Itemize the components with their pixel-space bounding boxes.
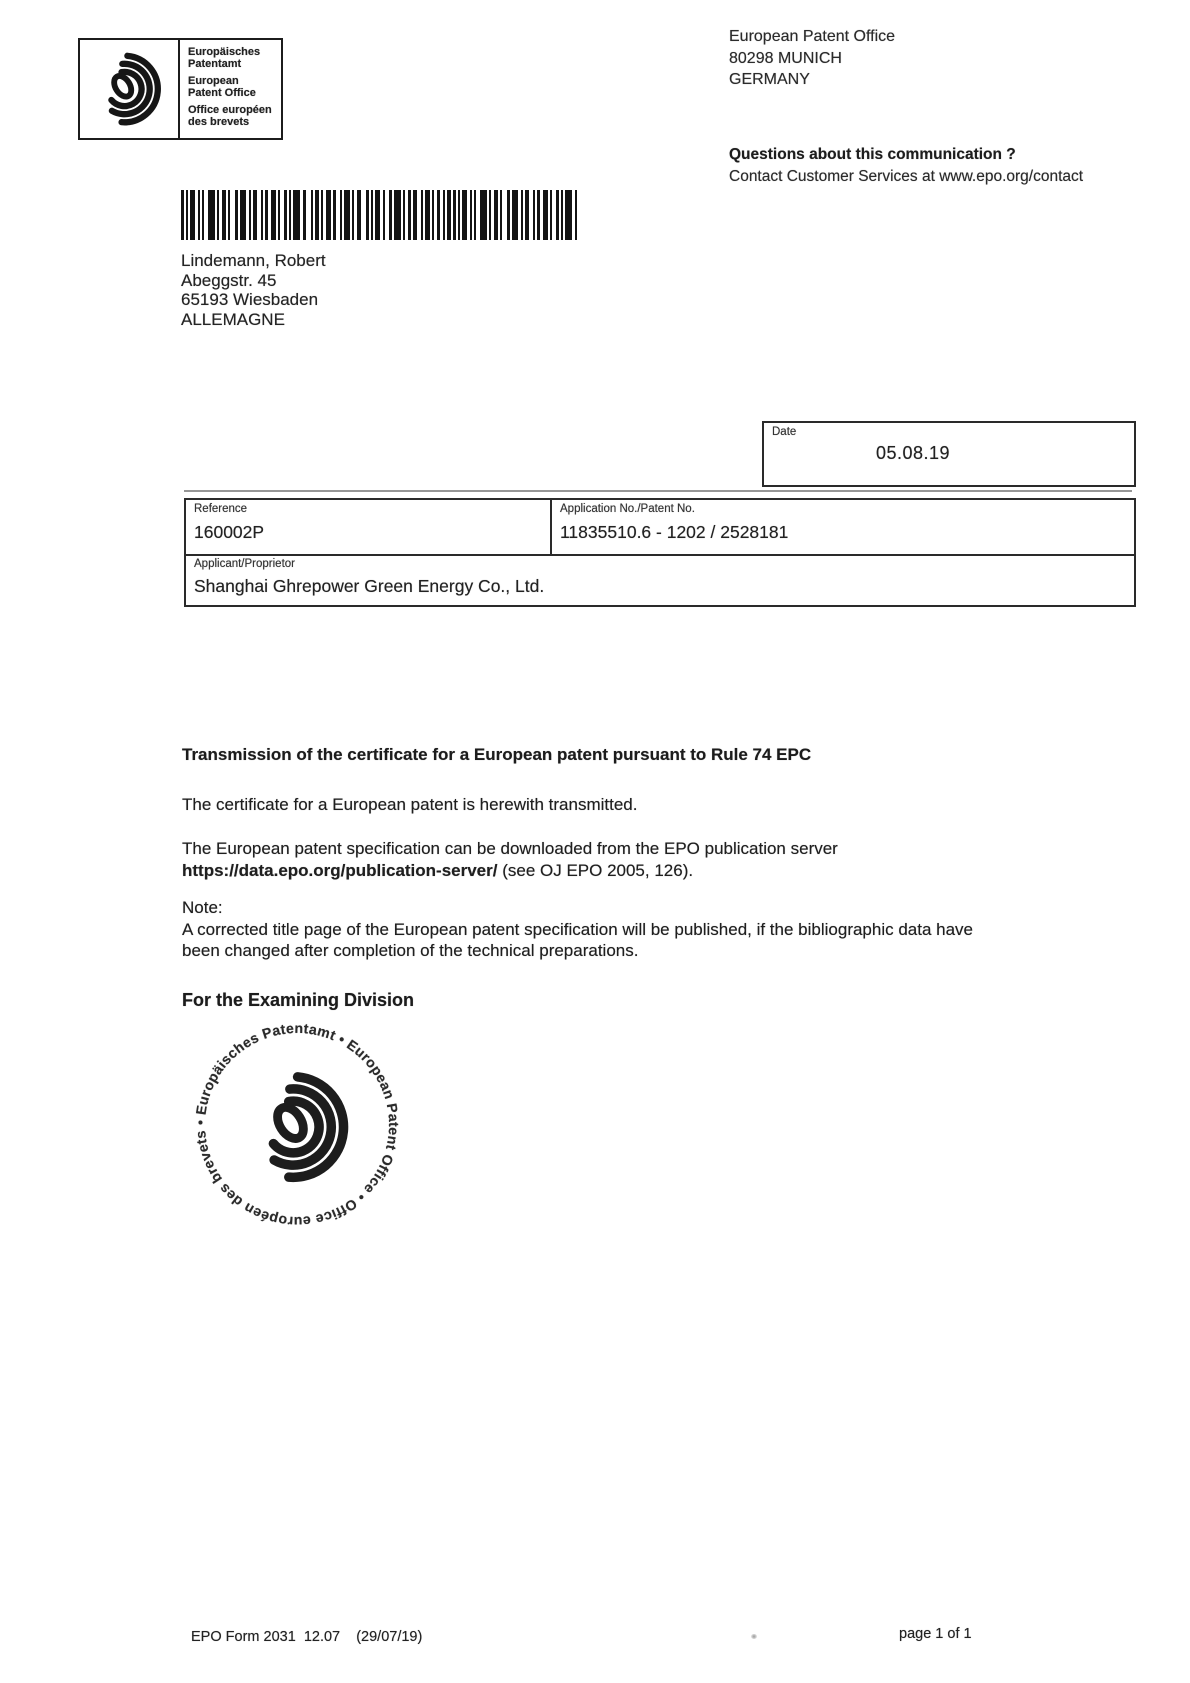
logo-label-de: Europäisches — [188, 46, 261, 58]
date-box — [762, 421, 1136, 487]
applicant-label: Applicant/Proprietor — [194, 558, 295, 570]
paragraph-transmitted: The certificate for a European patent is herewith transmitted. — [182, 795, 638, 814]
note-line2: been changed after completion of the technical preparations. — [182, 941, 639, 960]
applicant-value: Shanghai Ghrepower Green Energy Co., Ltd. — [194, 576, 545, 596]
recipient-city: 65193 Wiesbaden — [181, 290, 319, 309]
epo-logo-icon — [80, 40, 178, 138]
reference-cell — [186, 500, 552, 554]
recipient-country: ALLEMAGNE — [181, 309, 285, 329]
applicant-row — [186, 556, 1134, 605]
note-block — [182, 897, 973, 962]
publication-server-url: https://data.epo.org/publication-server/ — [182, 861, 498, 880]
recipient-name: Lindemann, Robert — [181, 251, 326, 270]
date-value: 05.08.19 — [876, 443, 951, 463]
recipient-street: Abeggstr. 45 — [181, 270, 277, 290]
application-value: 11835510.6 - 1202 / 2528181 — [560, 522, 789, 542]
barcode — [181, 190, 577, 240]
form-identifier: EPO Form 2031 12.07 (29/07/19) — [191, 1629, 423, 1645]
recipient-address — [181, 251, 326, 329]
epo-logo-box — [78, 38, 283, 140]
office-address: European Patent Office 80298 MUNICH GERMANY — [729, 28, 896, 88]
download-line2-suffix: (see OJ EPO 2005, 126). — [497, 861, 694, 880]
paragraph-download — [182, 838, 838, 882]
svg-text:• Europäisches Patentamt • Eur — [192, 1020, 402, 1230]
reference-table — [184, 498, 1136, 607]
download-line1: The European patent specification can be downloaded from the EPO publication server — [182, 839, 838, 858]
logo-label-en: European — [188, 75, 239, 87]
questions-heading: Questions about this communication ? — [729, 146, 1016, 163]
application-cell — [552, 500, 1134, 554]
note-line1: A corrected title page of the European patent specification will be published, if the bibliographic data have — [182, 919, 974, 939]
reference-label: Reference — [194, 503, 248, 515]
signature-line: For the Examining Division — [182, 990, 415, 1010]
page-number: page 1 of 1 — [899, 1626, 972, 1642]
note-label: Note: — [182, 898, 223, 917]
epo-seal-stamp — [186, 1014, 408, 1236]
epo-logo-labels: Europäisches Patentamt European Patent Office Office européen des brevets — [178, 40, 281, 138]
download-line2 — [182, 860, 838, 882]
seal-ring-text: • Europäisches Patentamt • European Patent Office • Office européen des brevets — [191, 1019, 403, 1231]
questions-contact: Contact Customer Services at www.epo.org/contact — [729, 168, 1084, 185]
seal-epo-logo-icon — [272, 1077, 343, 1177]
reference-row — [186, 500, 1134, 556]
date-label: Date — [772, 426, 797, 438]
letter-title: Transmission of the certificate for a European patent pursuant to Rule 74 EPC — [182, 745, 812, 764]
application-label: Application No./Patent No. — [560, 503, 695, 515]
logo-label-fr: Office européen — [188, 104, 272, 116]
scan-artifact-line — [184, 490, 1132, 492]
reference-value: 160002P — [194, 522, 265, 542]
scan-speck — [751, 1634, 757, 1639]
